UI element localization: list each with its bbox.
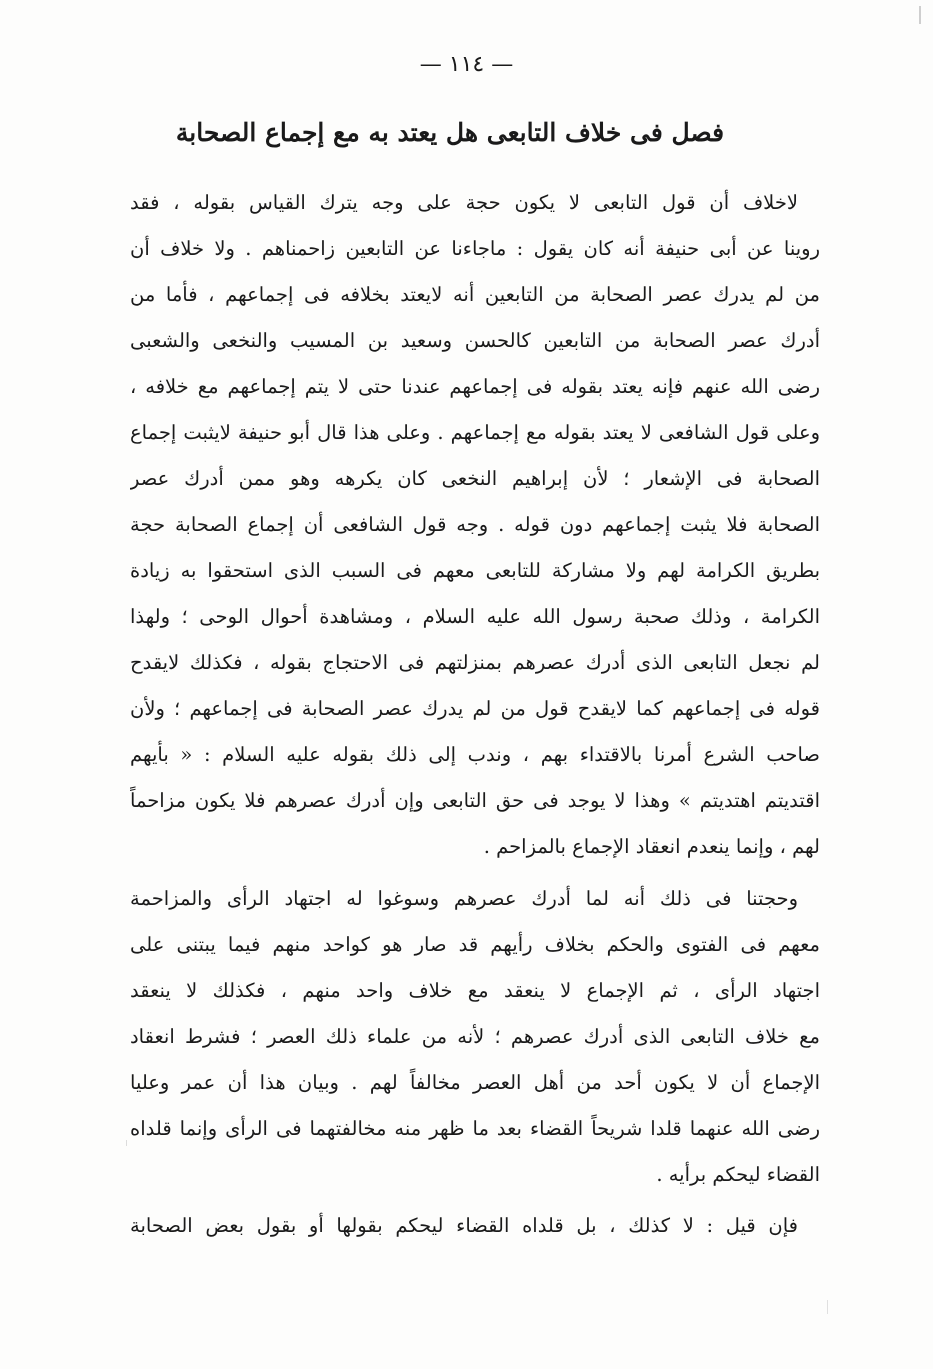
text-line: الإجماع أن لا يكون أحد من أهل العصر مخالفاً لهم . وبيان هذا أن عمر وعليا <box>130 1071 820 1094</box>
text-line: قوله فى إجماعهم كما لايقدح قول من لم يدرك عصر الصحابة فى إجماعهم ؛ ولأن <box>130 697 820 720</box>
text-line: الصحابة فلا يثبت إجماعهم دون قوله . وجه قول الشافعى أن إجماع الصحابة حجة <box>130 513 820 536</box>
text-line: رضى الله عنهم فإنه يعتد بقوله فى إجماعهم عندنا حتى لا يتم إجماعهم مع خلافه ، <box>130 375 820 398</box>
text-line: رضى الله عنهما قلدا شريحاً القضاء بعد ما ظهر منه مخالفتهما فى الرأى وإنما قلداه <box>130 1117 820 1140</box>
text-line: أدرك عصر الصحابة من التابعين كالحسن وسعيد بن المسيب والنخعى والشعبى <box>130 329 820 352</box>
text-line: فإن قيل : لا كذلك ، بل قلداه القضاء ليحكم بقولها أو بقول بعض الصحابة <box>130 1214 798 1237</box>
paragraph-2 <box>130 876 820 1198</box>
paragraph-1 <box>130 180 820 870</box>
paragraph-3 <box>130 1203 820 1249</box>
scan-mark <box>827 1300 828 1314</box>
text-line: لم نجعل التابعى الذى أدرك عصرهم بمنزلتهم فى الاحتجاج بقوله ، فكذلك لايقدح <box>130 651 820 674</box>
text-line: وعلى قول الشافعى لا يعتد بقوله مع إجماعهم . وعلى هذا قال أبو حنيفة لايثبت إجماع <box>130 421 820 444</box>
text-line: لهم ، وإنما ينعدم انعقاد الإجماع بالمزاحم . <box>483 835 820 858</box>
text-line: وحجتنا فى ذلك أنه لما أدرك عصرهم وسوغوا له اجتهاد الرأى والمزاحمة <box>130 887 798 910</box>
page-number: — ١١٤ — <box>419 52 514 77</box>
scan-mark <box>126 1140 127 1146</box>
scan-mark <box>919 6 921 24</box>
text-line: اجتهاد الرأى ، ثم الإجماع لا ينعقد مع خلاف واحد منهم ، فكذلك لا ينعقد <box>130 979 820 1002</box>
text-line: روينا عن أبى حنيفة أنه كان يقول : ماجاءنا عن التابعين زاحمناهم . ولا خلاف أن <box>130 237 820 260</box>
text-line: اقتديتم اهتديتم » وهذا لا يوجد فى حق التابعى وإن أدرك عصرهم فلا يكون مزاحماً <box>130 789 820 812</box>
text-line: القضاء ليحكم برأيه . <box>656 1163 820 1186</box>
text-line: معهم فى الفتوى والحكم بخلاف رأيهم قد صار هو كواحد منهم فيما يبتنى على <box>130 933 820 956</box>
text-line: الصحابة فى الإشعار ؛ لأن إبراهيم النخعى كان يكرهه وهو ممن أدرك عصر <box>130 467 820 490</box>
text-line: من لم يدرك عصر الصحابة من التابعين أنه لايعتد بخلافه فى إجماعهم ، فأما من <box>130 283 820 306</box>
text-line: الكرامة ، وذلك صحبة رسول الله عليه السلام ، ومشاهدة أحوال الوحى ؛ ولهذا <box>130 605 820 628</box>
text-line: لاخلاف أن قول التابعى لا يكون حجة على وجه يترك القياس بقوله ، فقد <box>130 191 798 214</box>
text-line: بطريق الكرامة لهم ولا مشاركة للتابعى معهم فى السبب الذى استحقوا به زيادة <box>130 559 820 582</box>
section-heading: فصل فى خلاف التابعى هل يعتد به مع إجماع الصحابة <box>175 118 725 147</box>
text-line: صاحب الشرع أمرنا بالاقتداء بهم ، وندب إلى ذلك بقوله عليه السلام : « بأيهم <box>130 743 820 766</box>
text-line: مع خلاف التابعى الذى أدرك عصرهم ؛ لأنه من علماء ذلك العصر ؛ فشرط انعقاد <box>130 1025 820 1048</box>
